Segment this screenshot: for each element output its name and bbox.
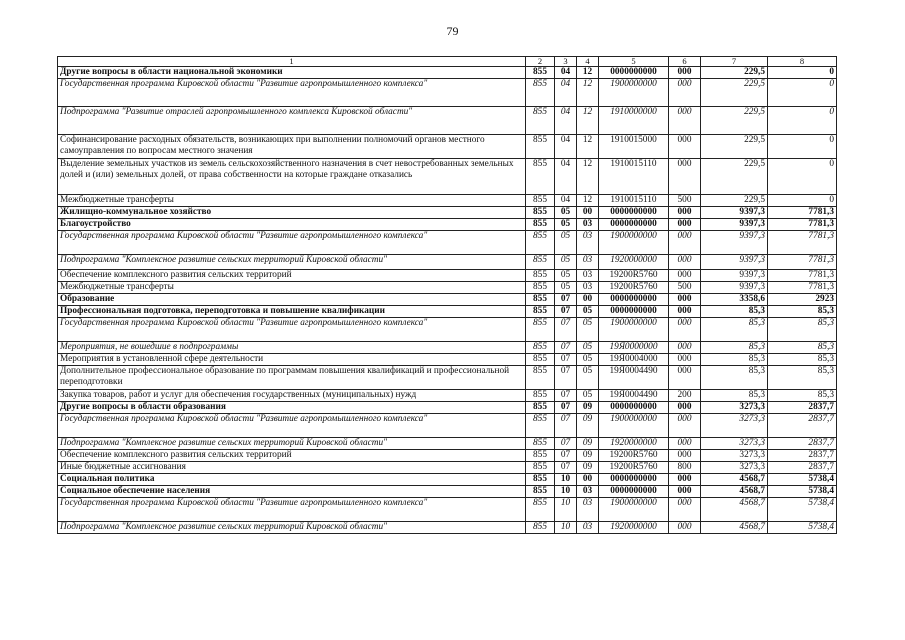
row-description: Благоустройство: [58, 219, 526, 231]
cell-target-article: 1900000000: [599, 414, 669, 438]
cell-ministry: 855: [526, 282, 555, 294]
header-cell: 5: [599, 57, 669, 67]
table-row: [58, 498, 837, 522]
cell-subsection: 12: [577, 67, 599, 79]
cell-amount-2021: 9397,3: [701, 255, 768, 270]
cell-expense-type: 000: [669, 366, 701, 390]
cell-amount-2022: 85,3: [768, 390, 837, 402]
cell-subsection: 05: [577, 390, 599, 402]
cell-amount-2022: 2837,7: [768, 462, 837, 474]
cell-ministry: 855: [526, 79, 555, 107]
cell-section: 05: [555, 207, 577, 219]
cell-subsection: 03: [577, 255, 599, 270]
header-cell: 3: [555, 57, 577, 67]
row-description: Обеспечение комплексного развития сельских территорий: [58, 450, 526, 462]
cell-ministry: 855: [526, 306, 555, 318]
cell-ministry: 855: [526, 522, 555, 534]
cell-amount-2022: 85,3: [768, 318, 837, 342]
cell-expense-type: 000: [669, 342, 701, 354]
cell-amount-2021: 229,5: [701, 135, 768, 159]
cell-ministry: 855: [526, 159, 555, 195]
cell-expense-type: 000: [669, 159, 701, 195]
cell-amount-2022: 2837,7: [768, 450, 837, 462]
cell-ministry: 855: [526, 270, 555, 282]
cell-subsection: 09: [577, 402, 599, 414]
row-description: Подпрограмма "Комплексное развитие сельских территорий Кировской области": [58, 255, 526, 270]
cell-target-article: 0000000000: [599, 402, 669, 414]
cell-ministry: 855: [526, 219, 555, 231]
cell-amount-2022: 0: [768, 79, 837, 107]
cell-section: 07: [555, 366, 577, 390]
cell-section: 07: [555, 450, 577, 462]
table-row: [58, 354, 837, 366]
cell-section: 07: [555, 354, 577, 366]
table-header-row: [58, 57, 837, 67]
cell-ministry: 855: [526, 486, 555, 498]
cell-expense-type: 000: [669, 219, 701, 231]
cell-target-article: 1920000000: [599, 255, 669, 270]
cell-ministry: 855: [526, 67, 555, 79]
cell-section: 07: [555, 462, 577, 474]
cell-amount-2021: 9397,3: [701, 219, 768, 231]
cell-subsection: 03: [577, 522, 599, 534]
cell-target-article: 0000000000: [599, 67, 669, 79]
cell-expense-type: 000: [669, 207, 701, 219]
header-cell: 1: [58, 57, 526, 67]
cell-target-article: 1900000000: [599, 318, 669, 342]
cell-subsection: 03: [577, 270, 599, 282]
table-row: [58, 342, 837, 354]
table-row: [58, 366, 837, 390]
cell-target-article: 0000000000: [599, 207, 669, 219]
row-description: Обеспечение комплексного развития сельских территорий: [58, 270, 526, 282]
cell-amount-2022: 5738,4: [768, 474, 837, 486]
cell-amount-2022: 0: [768, 195, 837, 207]
cell-amount-2021: 4568,7: [701, 486, 768, 498]
table-row: [58, 294, 837, 306]
cell-amount-2021: 3273,3: [701, 462, 768, 474]
cell-subsection: 03: [577, 219, 599, 231]
cell-amount-2021: 229,5: [701, 107, 768, 135]
row-description: Мероприятия в установленной сфере деятельности: [58, 354, 526, 366]
cell-expense-type: 000: [669, 135, 701, 159]
row-description: Мероприятия, не вошедшие в подпрограммы: [58, 342, 526, 354]
cell-subsection: 12: [577, 107, 599, 135]
header-cell: 8: [768, 57, 837, 67]
cell-section: 07: [555, 414, 577, 438]
row-description: Государственная программа Кировской области "Развитие агропромышленного комплекса": [58, 414, 526, 438]
cell-amount-2021: 85,3: [701, 366, 768, 390]
cell-target-article: 19Я0000000: [599, 342, 669, 354]
cell-amount-2021: 229,5: [701, 67, 768, 79]
cell-section: 05: [555, 282, 577, 294]
row-description: Другие вопросы в области национальной экономики: [58, 67, 526, 79]
cell-target-article: 19Я0004490: [599, 366, 669, 390]
cell-section: 04: [555, 79, 577, 107]
table-row: [58, 486, 837, 498]
cell-amount-2022: 7781,3: [768, 231, 837, 255]
cell-amount-2022: 0: [768, 107, 837, 135]
cell-amount-2021: 9397,3: [701, 270, 768, 282]
row-description: Государственная программа Кировской области "Развитие агропромышленного комплекса": [58, 318, 526, 342]
row-description: Софинансирование расходных обязательств, возникающих при выполнении полномочий органов местного самоуправления по вопросам местного значения: [58, 135, 526, 159]
cell-expense-type: 000: [669, 79, 701, 107]
row-description: Социальное обеспечение населения: [58, 486, 526, 498]
cell-expense-type: 000: [669, 522, 701, 534]
cell-subsection: 03: [577, 498, 599, 522]
cell-ministry: 855: [526, 366, 555, 390]
cell-expense-type: 000: [669, 474, 701, 486]
cell-subsection: 09: [577, 438, 599, 450]
cell-amount-2021: 85,3: [701, 390, 768, 402]
cell-ministry: 855: [526, 195, 555, 207]
cell-target-article: 0000000000: [599, 219, 669, 231]
table-row: [58, 282, 837, 294]
cell-subsection: 05: [577, 318, 599, 342]
cell-ministry: 855: [526, 462, 555, 474]
cell-amount-2022: 2923: [768, 294, 837, 306]
table-row: [58, 450, 837, 462]
row-description: Межбюджетные трансферты: [58, 195, 526, 207]
cell-ministry: 855: [526, 450, 555, 462]
cell-amount-2022: 0: [768, 135, 837, 159]
cell-expense-type: 500: [669, 195, 701, 207]
cell-ministry: 855: [526, 318, 555, 342]
cell-section: 10: [555, 498, 577, 522]
cell-subsection: 12: [577, 135, 599, 159]
table-row: [58, 318, 837, 342]
cell-ministry: 855: [526, 135, 555, 159]
cell-target-article: 19200R5760: [599, 462, 669, 474]
cell-target-article: 19Я0004490: [599, 390, 669, 402]
cell-expense-type: 000: [669, 270, 701, 282]
row-description: Государственная программа Кировской области "Развитие агропромышленного комплекса": [58, 498, 526, 522]
cell-ministry: 855: [526, 342, 555, 354]
cell-amount-2022: 5738,4: [768, 486, 837, 498]
table-row: [58, 107, 837, 135]
cell-section: 07: [555, 318, 577, 342]
cell-section: 04: [555, 195, 577, 207]
table-row: [58, 79, 837, 107]
page-number: 79: [446, 24, 459, 38]
cell-amount-2021: 3273,3: [701, 414, 768, 438]
row-description: Подпрограмма "Развитие отраслей агропромышленного комплекса Кировской области": [58, 107, 526, 135]
cell-section: 05: [555, 231, 577, 255]
cell-amount-2021: 85,3: [701, 342, 768, 354]
cell-amount-2022: 2837,7: [768, 402, 837, 414]
table-row: [58, 159, 837, 195]
cell-section: 05: [555, 219, 577, 231]
cell-section: 10: [555, 486, 577, 498]
cell-amount-2022: 5738,4: [768, 522, 837, 534]
cell-amount-2022: 85,3: [768, 342, 837, 354]
cell-expense-type: 000: [669, 354, 701, 366]
row-description: Другие вопросы в области образования: [58, 402, 526, 414]
table-row: [58, 402, 837, 414]
cell-target-article: 1920000000: [599, 438, 669, 450]
cell-amount-2021: 9397,3: [701, 282, 768, 294]
cell-amount-2022: 0: [768, 159, 837, 195]
cell-subsection: 09: [577, 450, 599, 462]
cell-ministry: 855: [526, 474, 555, 486]
cell-ministry: 855: [526, 438, 555, 450]
cell-amount-2022: 2837,7: [768, 414, 837, 438]
cell-amount-2022: 7781,3: [768, 207, 837, 219]
cell-amount-2021: 229,5: [701, 159, 768, 195]
cell-section: 10: [555, 522, 577, 534]
cell-amount-2021: 4568,7: [701, 522, 768, 534]
table-row: [58, 231, 837, 255]
cell-target-article: 0000000000: [599, 306, 669, 318]
cell-amount-2021: 9397,3: [701, 207, 768, 219]
cell-subsection: 12: [577, 79, 599, 107]
row-description: Иные бюджетные ассигнования: [58, 462, 526, 474]
cell-amount-2021: 229,5: [701, 195, 768, 207]
table-row: [58, 306, 837, 318]
cell-expense-type: 000: [669, 231, 701, 255]
header-cell: 7: [701, 57, 768, 67]
cell-subsection: 00: [577, 294, 599, 306]
table-row: [58, 135, 837, 159]
cell-amount-2022: 0: [768, 67, 837, 79]
table-row: [58, 438, 837, 450]
table-row: [58, 255, 837, 270]
table-row: [58, 414, 837, 438]
row-description: Межбюджетные трансферты: [58, 282, 526, 294]
cell-target-article: 1910015000: [599, 135, 669, 159]
cell-amount-2022: 85,3: [768, 306, 837, 318]
cell-expense-type: 000: [669, 294, 701, 306]
cell-target-article: 19Я0004000: [599, 354, 669, 366]
cell-ministry: 855: [526, 498, 555, 522]
row-description: Государственная программа Кировской области "Развитие агропромышленного комплекса": [58, 231, 526, 255]
cell-section: 05: [555, 270, 577, 282]
cell-section: 04: [555, 107, 577, 135]
cell-amount-2022: 7781,3: [768, 270, 837, 282]
row-description: Государственная программа Кировской области "Развитие агропромышленного комплекса": [58, 79, 526, 107]
cell-amount-2022: 5738,4: [768, 498, 837, 522]
row-description: Дополнительное профессиональное образование по программам повышения квалификаций и профессиональной переподготовки: [58, 366, 526, 390]
cell-section: 07: [555, 342, 577, 354]
cell-amount-2021: 3358,6: [701, 294, 768, 306]
cell-amount-2022: 7781,3: [768, 282, 837, 294]
table-row: [58, 390, 837, 402]
cell-expense-type: 000: [669, 67, 701, 79]
cell-expense-type: 800: [669, 462, 701, 474]
cell-section: 04: [555, 67, 577, 79]
cell-amount-2021: 9397,3: [701, 231, 768, 255]
cell-amount-2022: 7781,3: [768, 255, 837, 270]
table-row: [58, 462, 837, 474]
cell-section: 04: [555, 135, 577, 159]
cell-expense-type: 000: [669, 318, 701, 342]
cell-section: 10: [555, 474, 577, 486]
cell-target-article: 0000000000: [599, 294, 669, 306]
header-cell: 6: [669, 57, 701, 67]
cell-section: 04: [555, 159, 577, 195]
cell-subsection: 12: [577, 195, 599, 207]
cell-target-article: 0000000000: [599, 474, 669, 486]
table-row: [58, 474, 837, 486]
cell-amount-2021: 3273,3: [701, 450, 768, 462]
cell-section: 05: [555, 255, 577, 270]
budget-table: [57, 56, 837, 534]
cell-ministry: 855: [526, 414, 555, 438]
table-row: [58, 195, 837, 207]
cell-amount-2021: 3273,3: [701, 438, 768, 450]
cell-subsection: 05: [577, 306, 599, 318]
cell-section: 07: [555, 390, 577, 402]
table-row: [58, 207, 837, 219]
cell-amount-2021: 85,3: [701, 306, 768, 318]
cell-ministry: 855: [526, 207, 555, 219]
cell-target-article: 19200R5760: [599, 450, 669, 462]
cell-subsection: 05: [577, 342, 599, 354]
cell-expense-type: 000: [669, 414, 701, 438]
cell-expense-type: 500: [669, 282, 701, 294]
row-description: Подпрограмма "Комплексное развитие сельских территорий Кировской области": [58, 522, 526, 534]
cell-expense-type: 200: [669, 390, 701, 402]
cell-subsection: 03: [577, 231, 599, 255]
row-description: Жилищно-коммунальное хозяйство: [58, 207, 526, 219]
cell-subsection: 05: [577, 366, 599, 390]
cell-subsection: 09: [577, 462, 599, 474]
row-description: Выделение земельных участков из земель сельскохозяйственного назначения в счет невостребованных земельных долей и (или) земельных долей, от права собственности на которые граждане отказались: [58, 159, 526, 195]
cell-subsection: 09: [577, 414, 599, 438]
cell-ministry: 855: [526, 294, 555, 306]
cell-section: 07: [555, 438, 577, 450]
cell-subsection: 12: [577, 159, 599, 195]
cell-amount-2021: 3273,3: [701, 402, 768, 414]
cell-expense-type: 000: [669, 450, 701, 462]
table-row: [58, 522, 837, 534]
cell-target-article: 0000000000: [599, 486, 669, 498]
header-cell: 4: [577, 57, 599, 67]
cell-expense-type: 000: [669, 438, 701, 450]
row-description: Закупка товаров, работ и услуг для обеспечения государственных (муниципальных) нужд: [58, 390, 526, 402]
cell-amount-2021: 85,3: [701, 318, 768, 342]
cell-subsection: 00: [577, 474, 599, 486]
cell-ministry: 855: [526, 255, 555, 270]
cell-amount-2021: 85,3: [701, 354, 768, 366]
table-row: [58, 219, 837, 231]
cell-subsection: 03: [577, 486, 599, 498]
cell-amount-2022: 2837,7: [768, 438, 837, 450]
cell-subsection: 03: [577, 282, 599, 294]
cell-amount-2021: 229,5: [701, 79, 768, 107]
row-description: Социальная политика: [58, 474, 526, 486]
cell-target-article: 1900000000: [599, 79, 669, 107]
cell-expense-type: 000: [669, 486, 701, 498]
cell-subsection: 05: [577, 354, 599, 366]
cell-expense-type: 000: [669, 107, 701, 135]
cell-target-article: 1920000000: [599, 522, 669, 534]
cell-amount-2022: 85,3: [768, 354, 837, 366]
cell-target-article: 1900000000: [599, 498, 669, 522]
table-row: [58, 270, 837, 282]
cell-section: 07: [555, 306, 577, 318]
cell-section: 07: [555, 294, 577, 306]
cell-ministry: 855: [526, 390, 555, 402]
cell-amount-2021: 4568,7: [701, 498, 768, 522]
cell-amount-2021: 4568,7: [701, 474, 768, 486]
cell-ministry: 855: [526, 231, 555, 255]
cell-ministry: 855: [526, 354, 555, 366]
cell-amount-2022: 7781,3: [768, 219, 837, 231]
cell-subsection: 00: [577, 207, 599, 219]
cell-target-article: 19200R5760: [599, 270, 669, 282]
cell-ministry: 855: [526, 402, 555, 414]
cell-expense-type: 000: [669, 498, 701, 522]
cell-section: 07: [555, 402, 577, 414]
table-row: [58, 67, 837, 79]
row-description: Образование: [58, 294, 526, 306]
cell-amount-2022: 85,3: [768, 366, 837, 390]
cell-target-article: 19200R5760: [599, 282, 669, 294]
cell-ministry: 855: [526, 107, 555, 135]
cell-target-article: 1910015110: [599, 195, 669, 207]
row-description: Профессиональная подготовка, переподготовка и повышение квалификации: [58, 306, 526, 318]
cell-expense-type: 000: [669, 255, 701, 270]
cell-expense-type: 000: [669, 306, 701, 318]
cell-target-article: 1910000000: [599, 107, 669, 135]
cell-target-article: 1900000000: [599, 231, 669, 255]
cell-target-article: 1910015110: [599, 159, 669, 195]
header-cell: 2: [526, 57, 555, 67]
row-description: Подпрограмма "Комплексное развитие сельских территорий Кировской области": [58, 438, 526, 450]
cell-expense-type: 000: [669, 402, 701, 414]
